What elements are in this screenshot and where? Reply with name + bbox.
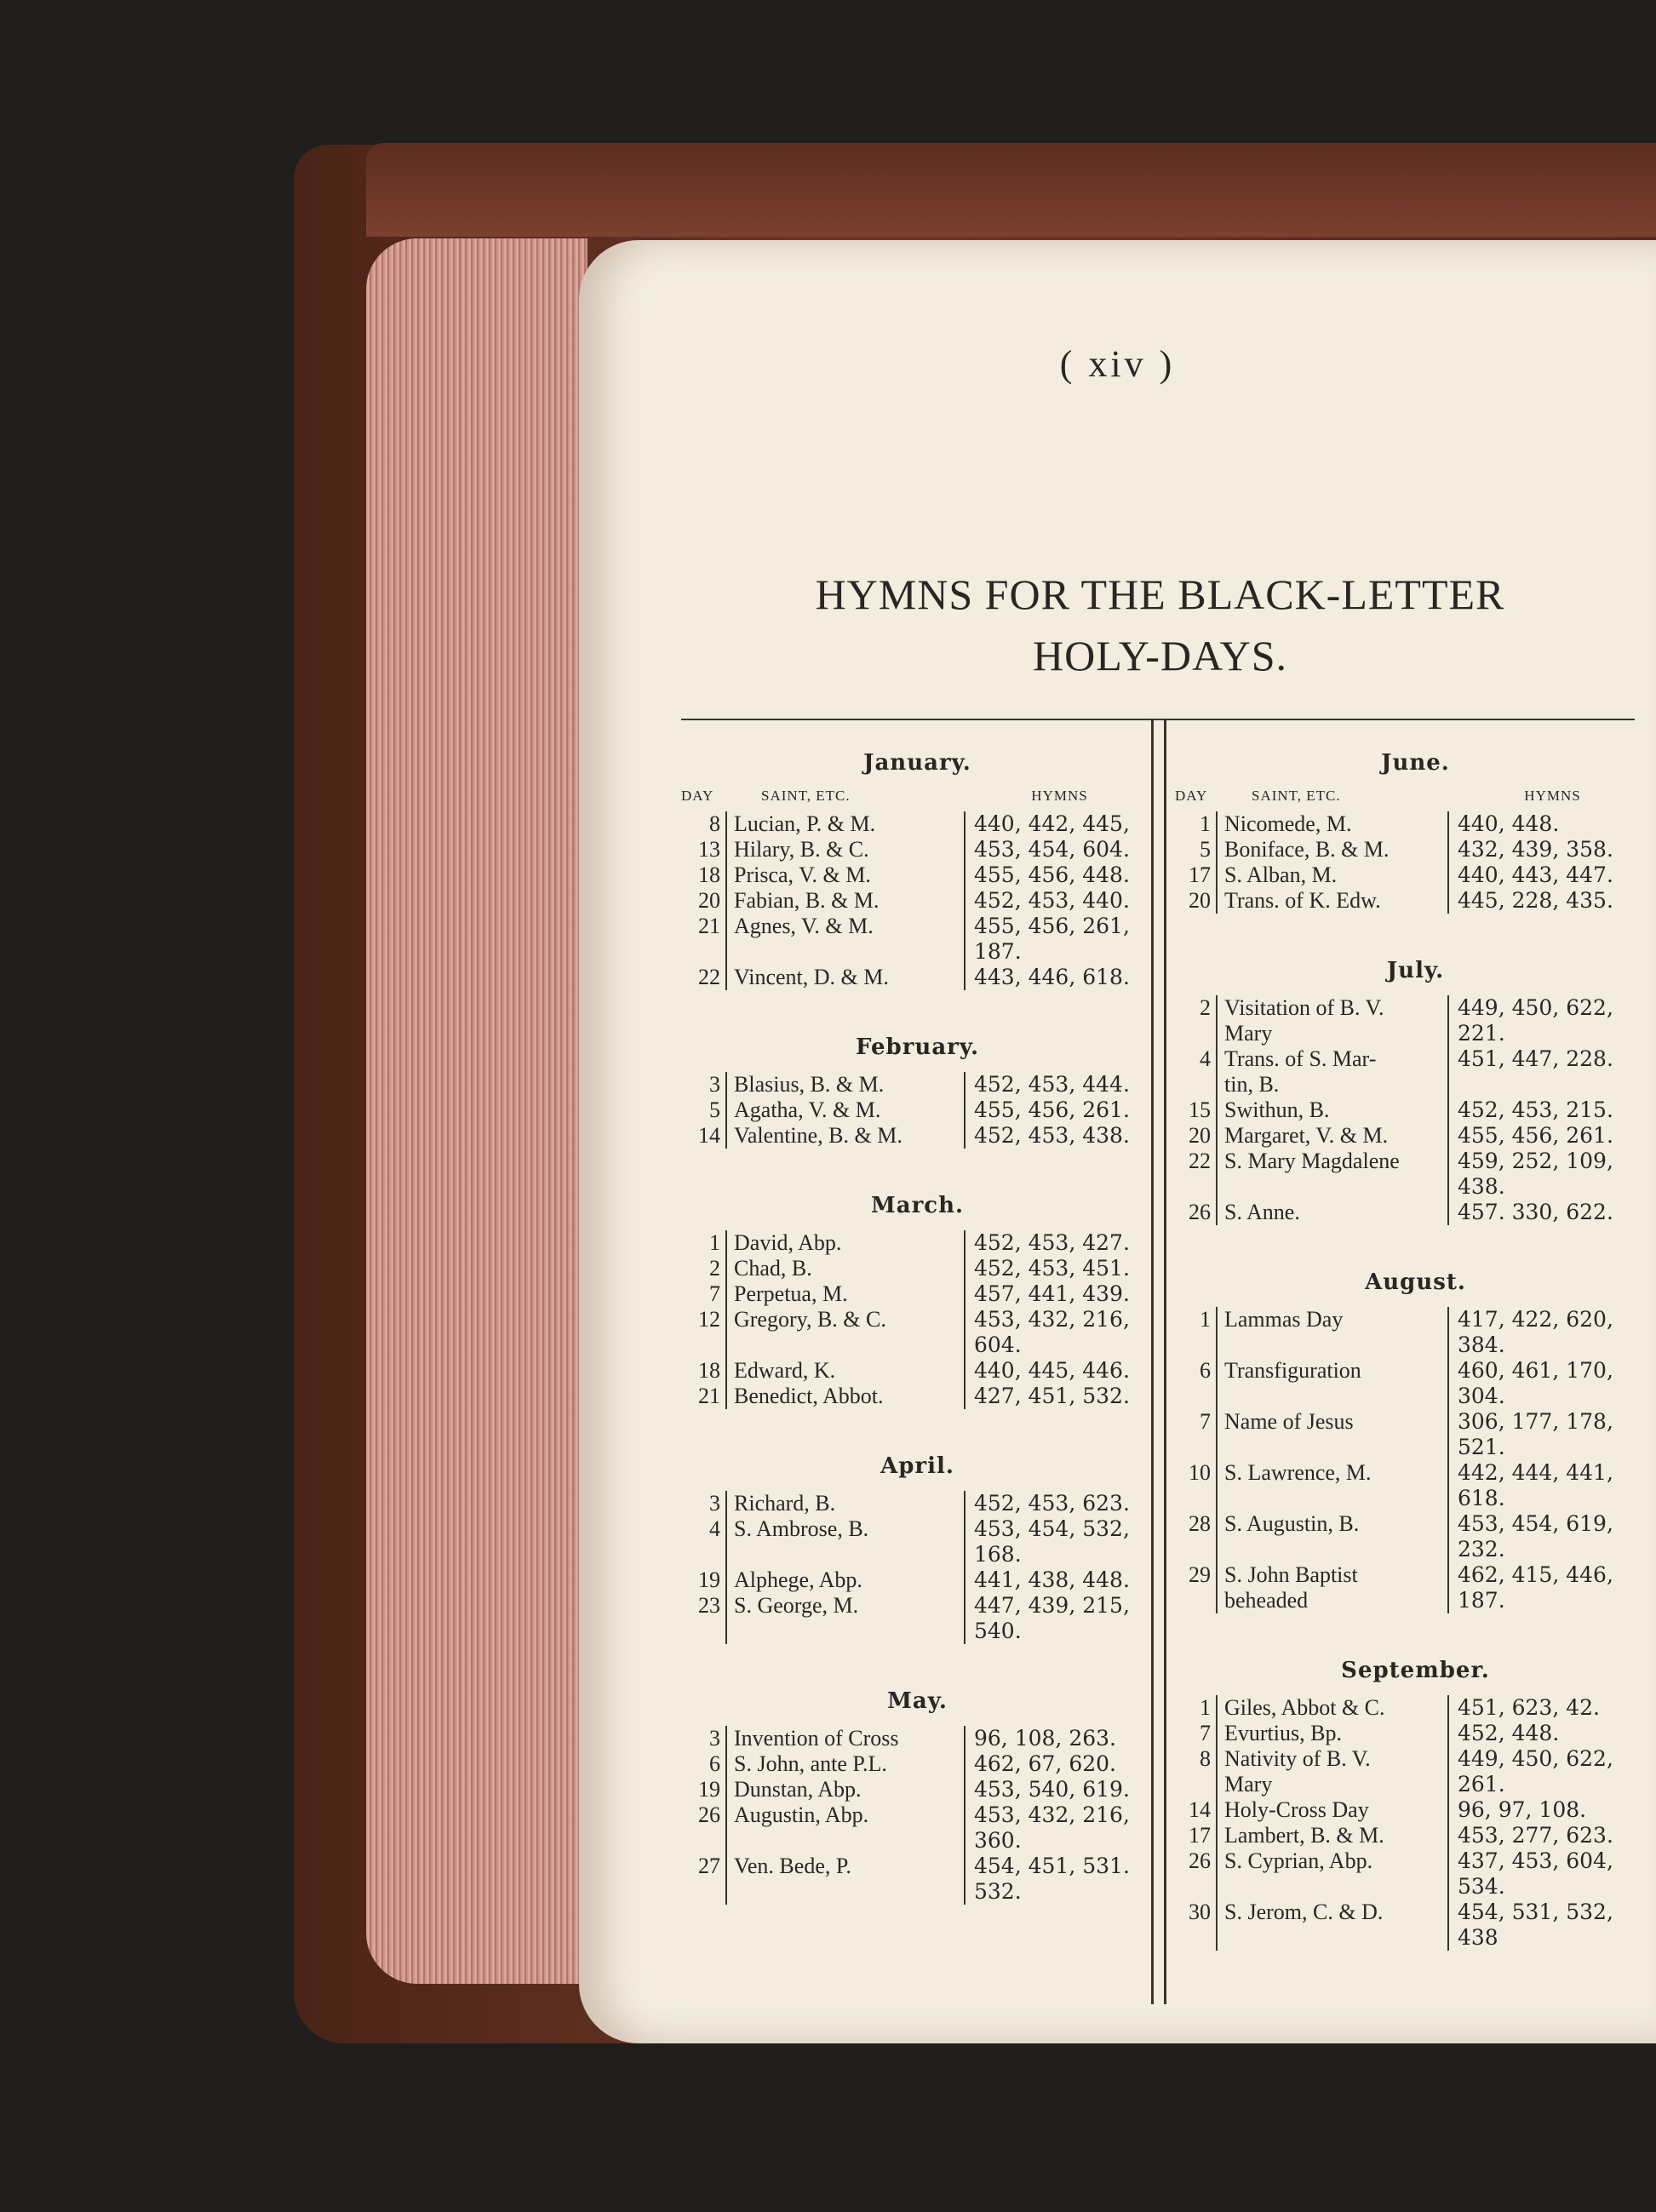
- day-cell: 4: [681, 1516, 727, 1542]
- day-cell: [1175, 1537, 1218, 1562]
- table-row: [1175, 1537, 1656, 1562]
- day-cell: [1175, 1925, 1218, 1951]
- hymns-cell: 438: [1458, 1925, 1498, 1950]
- hymns-cell: 168.: [974, 1542, 1022, 1567]
- table-row: [681, 1332, 1154, 1358]
- hymns-cell: 453, 454, 619,: [1458, 1511, 1613, 1536]
- day-cell: 8: [1175, 1746, 1218, 1772]
- table-row: [1175, 811, 1656, 837]
- table-row: [681, 914, 1154, 939]
- saint-cell: tin, B.: [1218, 1072, 1449, 1097]
- table-row: [681, 1828, 1154, 1854]
- saint-cell: [1218, 1874, 1449, 1900]
- saint-header: SAINT, ETC.: [761, 788, 851, 804]
- day-cell: [1175, 1772, 1218, 1797]
- hymns-cell: 457, 441, 439.: [974, 1281, 1130, 1306]
- day-cell: 14: [1175, 1797, 1218, 1823]
- hymns-cell: 440, 445, 446.: [974, 1358, 1130, 1383]
- saint-cell: Trans. of S. Mar-: [1218, 1046, 1449, 1072]
- saint-cell: Augustin, Abp.: [727, 1802, 966, 1828]
- hymns-cell: 452, 448.: [1458, 1721, 1560, 1745]
- day-cell: [1175, 1384, 1218, 1409]
- table-row: [681, 1879, 1154, 1905]
- saint-cell: Blasius, B. & M.: [727, 1072, 966, 1097]
- hymns-cell: 451, 447, 228.: [1458, 1046, 1613, 1071]
- day-cell: [681, 939, 727, 965]
- day-cell: 18: [681, 862, 727, 888]
- hymns-cell: 437, 453, 604,: [1458, 1848, 1613, 1873]
- day-cell: 19: [681, 1567, 727, 1593]
- saint-cell: [727, 1879, 966, 1905]
- table-row: [681, 1854, 1154, 1879]
- day-cell: 28: [1175, 1511, 1218, 1537]
- table-row: [681, 1123, 1154, 1149]
- table-row: [681, 1567, 1154, 1593]
- month-spacer: [681, 990, 1154, 1023]
- saint-cell: [727, 939, 966, 965]
- table-row: [1175, 1797, 1656, 1823]
- saint-cell: [727, 1828, 966, 1854]
- saint-header: SAINT, ETC.: [1252, 788, 1341, 804]
- hymns-cell: 451, 623, 42.: [1458, 1695, 1600, 1720]
- hymns-cell: 306, 177, 178,: [1458, 1409, 1613, 1434]
- hymns-cell: 455, 456, 448.: [974, 862, 1130, 887]
- table-row: [681, 888, 1154, 914]
- hymns-cell: 460, 461, 170,: [1458, 1358, 1613, 1383]
- hymns-cell: 438.: [1458, 1174, 1505, 1199]
- hymns-cell: 540.: [974, 1619, 1022, 1643]
- saint-cell: S. Mary Magdalene: [1218, 1149, 1449, 1174]
- saint-cell: [1218, 1925, 1449, 1951]
- day-cell: 21: [681, 1384, 727, 1409]
- hymns-cell: 449, 450, 622,: [1458, 1746, 1613, 1771]
- saint-cell: Lucian, P. & M.: [727, 811, 966, 837]
- table-row: [681, 1491, 1154, 1516]
- day-cell: [681, 1619, 727, 1644]
- table-row: [681, 1542, 1154, 1567]
- day-cell: 26: [1175, 1848, 1218, 1874]
- table-row: [1175, 995, 1656, 1021]
- table-row: [1175, 1409, 1656, 1435]
- hymns-cell: 452, 453, 427.: [974, 1230, 1130, 1255]
- hymns-cell: 459, 252, 109,: [1458, 1149, 1613, 1173]
- saint-cell: Prisca, V. & M.: [727, 862, 966, 888]
- day-cell: [1175, 1435, 1218, 1460]
- hymns-cell: 384.: [1458, 1332, 1505, 1357]
- day-cell: 20: [1175, 1123, 1218, 1149]
- day-cell: 1: [1175, 1307, 1218, 1332]
- table-row: [1175, 837, 1656, 862]
- table-row: [1175, 1460, 1656, 1486]
- hymns-header: HYMNS: [1031, 788, 1088, 804]
- saint-cell: S. George, M.: [727, 1593, 966, 1619]
- day-cell: 18: [681, 1358, 727, 1384]
- table-row: [1175, 1511, 1656, 1537]
- day-cell: 2: [681, 1256, 727, 1281]
- day-cell: [681, 1542, 727, 1567]
- hymns-cell: 440, 442, 445,: [974, 811, 1130, 836]
- hymns-cell: 532.: [974, 1879, 1022, 1904]
- table-row: [1175, 1149, 1656, 1174]
- saint-cell: Lammas Day: [1218, 1307, 1449, 1332]
- hymns-cell: 534.: [1458, 1874, 1505, 1899]
- hymns-cell: 454, 451, 531.: [974, 1854, 1130, 1878]
- day-cell: 26: [681, 1802, 727, 1828]
- hymns-cell: 417, 422, 620,: [1458, 1307, 1613, 1332]
- table-row: [681, 1802, 1154, 1828]
- book-page: [579, 240, 1656, 2043]
- day-cell: 7: [1175, 1409, 1218, 1435]
- day-cell: 6: [1175, 1358, 1218, 1384]
- day-cell: 22: [681, 965, 727, 990]
- hymns-header: HYMNS: [1524, 788, 1581, 804]
- day-cell: 17: [1175, 1823, 1218, 1848]
- day-cell: 10: [1175, 1460, 1218, 1486]
- hymns-cell: 447, 439, 215,: [974, 1593, 1130, 1618]
- hymns-cell: 454, 531, 532,: [1458, 1900, 1613, 1924]
- saint-cell: Benedict, Abbot.: [727, 1384, 966, 1409]
- table-row: [1175, 1746, 1656, 1772]
- day-cell: 7: [681, 1281, 727, 1307]
- hymns-cell: 455, 456, 261,: [974, 914, 1130, 938]
- saint-cell: Swithun, B.: [1218, 1097, 1449, 1123]
- day-cell: 1: [1175, 811, 1218, 837]
- saint-cell: Nicomede, M.: [1218, 811, 1449, 837]
- table-row: [1175, 1588, 1656, 1613]
- table-row: [681, 939, 1154, 965]
- hymns-cell: 441, 438, 448.: [974, 1567, 1130, 1592]
- table-row: [681, 1230, 1154, 1256]
- saint-cell: S. Jerom, C. & D.: [1218, 1900, 1449, 1925]
- table-row: [1175, 1358, 1656, 1384]
- day-cell: 5: [1175, 837, 1218, 862]
- saint-cell: Name of Jesus: [1218, 1409, 1449, 1435]
- hymns-cell: 96, 97, 108.: [1458, 1797, 1587, 1822]
- saint-cell: Trans. of K. Edw.: [1218, 888, 1449, 914]
- day-cell: [1175, 1174, 1218, 1200]
- hymns-cell: 453, 432, 216,: [974, 1307, 1130, 1332]
- table-row: [1175, 888, 1656, 914]
- day-cell: [1175, 1588, 1218, 1613]
- day-header: DAY: [1175, 788, 1208, 804]
- right-column: [1175, 738, 1656, 1951]
- day-cell: 4: [1175, 1046, 1218, 1072]
- day-header: DAY: [681, 788, 714, 804]
- table-row: [1175, 1823, 1656, 1848]
- saint-cell: S. Cyprian, Abp.: [1218, 1848, 1449, 1874]
- day-cell: 6: [681, 1751, 727, 1777]
- table-row: [681, 1726, 1154, 1751]
- saint-cell: Agnes, V. & M.: [727, 914, 966, 939]
- month-heading: June.: [1381, 750, 1450, 776]
- saint-cell: [1218, 1174, 1449, 1200]
- table-row: [681, 1307, 1154, 1332]
- hymns-cell: 455, 456, 261.: [1458, 1123, 1613, 1148]
- month-spacer: [1175, 1613, 1656, 1646]
- hymns-cell: 440, 443, 447.: [1458, 862, 1613, 887]
- table-row: [1175, 1486, 1656, 1511]
- table-row: [1175, 1435, 1656, 1460]
- day-cell: 14: [681, 1123, 727, 1149]
- day-cell: 29: [1175, 1562, 1218, 1588]
- saint-cell: S. John, ante P.L.: [727, 1751, 966, 1777]
- saint-cell: Evurtius, Bp.: [1218, 1721, 1449, 1746]
- day-cell: [1175, 1332, 1218, 1358]
- hymns-cell: 453, 432, 216,: [974, 1802, 1130, 1827]
- saint-cell: Boniface, B. & M.: [1218, 837, 1449, 862]
- saint-cell: [1218, 1332, 1449, 1358]
- saint-cell: [1218, 1537, 1449, 1562]
- day-cell: [681, 1879, 727, 1905]
- saint-cell: [1218, 1384, 1449, 1409]
- saint-cell: [1218, 1435, 1449, 1460]
- table-row: [1175, 1174, 1656, 1200]
- day-cell: 2: [1175, 995, 1218, 1021]
- table-row: [1175, 1046, 1656, 1072]
- hymns-cell: 452, 453, 444.: [974, 1072, 1130, 1097]
- month-spacer: [1175, 914, 1656, 946]
- saint-cell: S. Lawrence, M.: [1218, 1460, 1449, 1486]
- hymns-cell: 462, 67, 620.: [974, 1751, 1116, 1776]
- table-row: [681, 1256, 1154, 1281]
- day-cell: 12: [681, 1307, 727, 1332]
- saint-cell: [727, 1542, 966, 1567]
- table-row: [681, 1593, 1154, 1619]
- table-row: [681, 1072, 1154, 1097]
- table-row: [1175, 1848, 1656, 1874]
- day-cell: 20: [1175, 888, 1218, 914]
- hymns-cell: 453, 540, 619.: [974, 1777, 1130, 1802]
- table-row: [1175, 1900, 1656, 1925]
- title-line-1: HYMNS FOR THE BLACK-LETTER: [815, 570, 1505, 618]
- table-row: [1175, 1307, 1656, 1332]
- page-edges: [366, 238, 587, 1984]
- saint-cell: beheaded: [1218, 1588, 1449, 1613]
- day-cell: 27: [681, 1854, 727, 1879]
- table-row: [1175, 1562, 1656, 1588]
- month-heading: August.: [1365, 1269, 1466, 1295]
- saint-cell: Perpetua, M.: [727, 1281, 966, 1307]
- hymns-cell: 443, 446, 618.: [974, 965, 1130, 989]
- hymns-cell: 455, 456, 261.: [974, 1097, 1130, 1122]
- hymns-cell: 452, 453, 623.: [974, 1491, 1130, 1516]
- table-row: [1175, 1097, 1656, 1123]
- hymns-cell: 445, 228, 435.: [1458, 888, 1613, 913]
- hymns-cell: 187.: [1458, 1588, 1505, 1613]
- hymns-cell: 452, 453, 451.: [974, 1256, 1130, 1281]
- saint-cell: Agatha, V. & M.: [727, 1097, 966, 1123]
- book-cover-top: [366, 143, 1656, 237]
- saint-cell: Mary: [1218, 1772, 1449, 1797]
- saint-cell: Transfiguration: [1218, 1358, 1449, 1384]
- table-row: [681, 1358, 1154, 1384]
- table-row: [1175, 1123, 1656, 1149]
- hymns-cell: 453, 454, 604.: [974, 837, 1130, 862]
- day-cell: 3: [681, 1072, 727, 1097]
- saint-cell: S. Ambrose, B.: [727, 1516, 966, 1542]
- hymns-cell: 360.: [974, 1828, 1022, 1853]
- table-row: [1175, 1925, 1656, 1951]
- table-row: [681, 811, 1154, 837]
- saint-cell: [727, 1332, 966, 1358]
- day-cell: 21: [681, 914, 727, 939]
- page-title: [664, 564, 1656, 686]
- table-row: [1175, 1874, 1656, 1900]
- day-cell: 5: [681, 1097, 727, 1123]
- day-cell: [1175, 1072, 1218, 1097]
- month-spacer: [681, 1149, 1154, 1181]
- page-number: ( xiv ): [1059, 343, 1176, 385]
- table-row: [681, 1384, 1154, 1409]
- month-heading: April.: [880, 1453, 954, 1479]
- saint-cell: [727, 1619, 966, 1644]
- hymns-cell: 618.: [1458, 1486, 1505, 1510]
- day-cell: [1175, 1874, 1218, 1900]
- hymns-cell: 96, 108, 263.: [974, 1726, 1116, 1751]
- table-row: [1175, 1021, 1656, 1046]
- month-spacer: [681, 1644, 1154, 1676]
- hymns-cell: 604.: [974, 1332, 1022, 1357]
- saint-cell: Ven. Bede, P.: [727, 1854, 966, 1879]
- hymns-cell: 232.: [1458, 1537, 1505, 1562]
- saint-cell: Invention of Cross: [727, 1726, 966, 1751]
- hymns-cell: 452, 453, 438.: [974, 1123, 1130, 1148]
- saint-cell: Gregory, B. & C.: [727, 1307, 966, 1332]
- hymns-cell: 449, 450, 622,: [1458, 995, 1613, 1020]
- hymns-cell: 453, 277, 623.: [1458, 1823, 1613, 1848]
- hymns-cell: 452, 453, 215.: [1458, 1097, 1613, 1122]
- hymns-cell: 440, 448.: [1458, 811, 1560, 836]
- table-row: [681, 1619, 1154, 1644]
- saint-cell: Valentine, B. & M.: [727, 1123, 966, 1149]
- saint-cell: Dunstan, Abp.: [727, 1777, 966, 1802]
- saint-cell: Mary: [1218, 1021, 1449, 1046]
- day-cell: 15: [1175, 1097, 1218, 1123]
- saint-cell: Hilary, B. & C.: [727, 837, 966, 862]
- saint-cell: S. Alban, M.: [1218, 862, 1449, 888]
- saint-cell: Nativity of B. V.: [1218, 1746, 1449, 1772]
- left-column: [681, 738, 1154, 1905]
- table-row: [1175, 862, 1656, 888]
- hymns-cell: [1449, 1072, 1656, 1097]
- day-cell: 19: [681, 1777, 727, 1802]
- hymns-cell: 261.: [1458, 1772, 1505, 1797]
- saint-cell: Lambert, B. & M.: [1218, 1823, 1449, 1848]
- saint-cell: Holy-Cross Day: [1218, 1797, 1449, 1823]
- day-cell: 20: [681, 888, 727, 914]
- month-heading: March.: [870, 1193, 965, 1218]
- day-cell: 3: [681, 1726, 727, 1751]
- day-cell: 30: [1175, 1900, 1218, 1925]
- table-row: [1175, 1384, 1656, 1409]
- table-row: [1175, 1072, 1656, 1097]
- saint-cell: [1218, 1486, 1449, 1511]
- day-cell: [681, 1332, 727, 1358]
- hymns-cell: 187.: [974, 939, 1022, 964]
- hymns-cell: 304.: [1458, 1384, 1505, 1408]
- hymns-cell: 521.: [1458, 1435, 1505, 1459]
- hymns-cell: 221.: [1458, 1021, 1505, 1046]
- saint-cell: S. John Baptist: [1218, 1562, 1449, 1588]
- table-row: [1175, 1772, 1656, 1797]
- saint-cell: Chad, B.: [727, 1256, 966, 1281]
- saint-cell: Edward, K.: [727, 1358, 966, 1384]
- title-line-2: HOLY-DAYS.: [1032, 632, 1287, 679]
- day-cell: 1: [1175, 1695, 1218, 1721]
- hymns-cell: 442, 444, 441,: [1458, 1460, 1613, 1485]
- month-heading: January.: [863, 750, 971, 776]
- day-cell: 22: [1175, 1149, 1218, 1174]
- table-row: [681, 1097, 1154, 1123]
- hymns-cell: 432, 439, 358.: [1458, 837, 1613, 862]
- month-heading: February.: [855, 1034, 980, 1060]
- month-spacer: [1175, 1225, 1656, 1258]
- hymns-cell: 462, 415, 446,: [1458, 1562, 1613, 1587]
- day-cell: 17: [1175, 862, 1218, 888]
- table-row: [681, 1777, 1154, 1802]
- saint-cell: Vincent, D. & M.: [727, 965, 966, 990]
- month-heading: May.: [887, 1688, 948, 1714]
- hymns-cell: 453, 454, 532,: [974, 1516, 1130, 1541]
- day-cell: 26: [1175, 1200, 1218, 1225]
- hymns-cell: 457. 330, 622.: [1458, 1200, 1613, 1224]
- table-row: [681, 1281, 1154, 1307]
- saint-cell: Giles, Abbot & C.: [1218, 1695, 1449, 1721]
- saint-cell: Fabian, B. & M.: [727, 888, 966, 914]
- table-row: [681, 1516, 1154, 1542]
- column-headers: [1175, 788, 1656, 805]
- day-cell: 23: [681, 1593, 727, 1619]
- table-row: [681, 837, 1154, 862]
- table-row: [1175, 1721, 1656, 1746]
- table-row: [681, 965, 1154, 990]
- day-cell: 8: [681, 811, 727, 837]
- month-heading: July.: [1386, 958, 1445, 983]
- table-row: [1175, 1332, 1656, 1358]
- hymns-cell: 427, 451, 532.: [974, 1384, 1130, 1408]
- day-cell: [681, 1828, 727, 1854]
- day-cell: 1: [681, 1230, 727, 1256]
- day-cell: [1175, 1486, 1218, 1511]
- table-row: [681, 1751, 1154, 1777]
- saint-cell: Alphege, Abp.: [727, 1567, 966, 1593]
- saint-cell: Margaret, V. & M.: [1218, 1123, 1449, 1149]
- hymns-cell: 452, 453, 440.: [974, 888, 1130, 913]
- day-cell: 13: [681, 837, 727, 862]
- saint-cell: S. Anne.: [1218, 1200, 1449, 1225]
- saint-cell: David, Abp.: [727, 1230, 966, 1256]
- table-row: [681, 862, 1154, 888]
- saint-cell: Visitation of B. V.: [1218, 995, 1449, 1021]
- table-row: [1175, 1200, 1656, 1225]
- day-cell: 3: [681, 1491, 727, 1516]
- month-heading: September.: [1341, 1658, 1490, 1683]
- table-row: [1175, 1695, 1656, 1721]
- saint-cell: Richard, B.: [727, 1491, 966, 1516]
- day-cell: 7: [1175, 1721, 1218, 1746]
- saint-cell: S. Augustin, B.: [1218, 1511, 1449, 1537]
- column-headers: [681, 788, 1154, 805]
- month-spacer: [681, 1409, 1154, 1441]
- day-cell: [1175, 1021, 1218, 1046]
